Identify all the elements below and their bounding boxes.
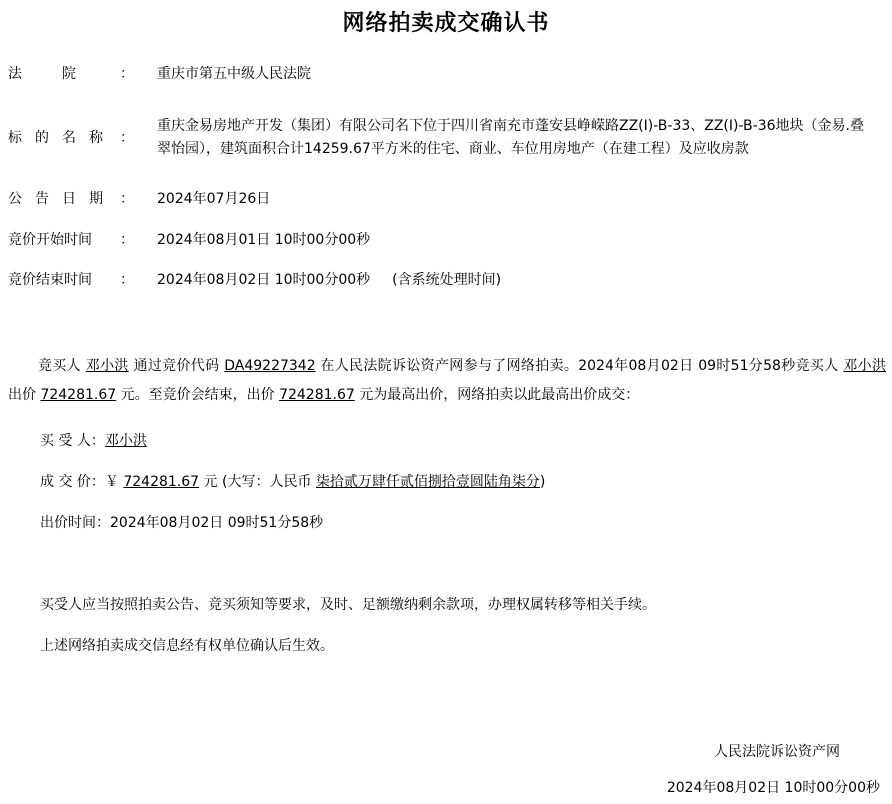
label-colon: ：: [120, 232, 134, 248]
label-char: 的: [35, 129, 49, 146]
deal-price-label: 成 交 价：￥: [40, 474, 124, 490]
label-char: 院: [62, 66, 76, 82]
label-text: 竞价结束时间: [8, 272, 92, 288]
label-colon: ：: [120, 272, 134, 288]
court-value: 重庆市第五中级人民法院: [157, 66, 311, 82]
buyer-name: 邓小洪: [104, 433, 147, 449]
end-time-row: [8, 269, 888, 291]
end-time-label: [8, 269, 134, 291]
start-time-row: [8, 229, 888, 251]
deal-price-close: ): [539, 474, 546, 490]
label-char: 法: [8, 66, 22, 82]
bid-code: DA49227342: [224, 358, 316, 374]
para-text: 元。至竞价会结束，出价: [116, 387, 280, 403]
label-text: 竞价开始时间: [8, 232, 92, 248]
para-text: 通过竞价代码: [128, 358, 225, 374]
payment-notice: 买受人应当按照拍卖公告、竞买须知等要求，及时、足额缴纳剩余款项，办理权属转移等相关手续。: [40, 597, 656, 613]
label-char: 日: [62, 191, 76, 207]
subject-row: [8, 103, 888, 172]
signature-date: 2024年08月02日 10时00分00秒: [666, 780, 880, 796]
label-char: 标: [8, 129, 22, 146]
auction-result-paragraph: [8, 352, 886, 410]
effect-notice: 上述网络拍卖成交信息经有权单位确认后生效。: [40, 638, 334, 654]
bid-time-line: 出价时间：2024年08月02日 09时51分58秒: [40, 515, 324, 531]
deal-price-line: [40, 471, 545, 493]
label-char: 告: [35, 191, 49, 207]
end-time-text: 2024年08月02日 10时00分00秒: [157, 272, 371, 288]
notice-date-value: 2024年07月26日: [157, 191, 271, 207]
label-colon: ：: [120, 191, 134, 207]
bid-price: 724281.67: [40, 387, 117, 403]
court-label: [8, 63, 134, 85]
para-text: 出价: [8, 387, 41, 403]
end-time-value: [157, 269, 865, 291]
buyer-line: [40, 430, 147, 452]
label-char: 公: [8, 191, 22, 207]
notice-date-label: [8, 188, 134, 210]
bidder-name: 邓小洪: [85, 358, 129, 374]
subject-label: [8, 127, 134, 149]
para-text: 竞买人: [38, 358, 86, 374]
label-char: 期: [89, 191, 103, 207]
start-time-value: 2024年08月01日 10时00分00秒: [157, 232, 371, 248]
subject-value: 重庆金易房地产开发（集团）有限公司名下位于四川省南充市蓬安县峥嵘路ZZ(I)-B-33、ZZ(I)-B-36地块（金易.叠翠怡园），建筑面积合计14259.67平方米的住宅、商业、车位用房地产（在建工程）及应收房款: [157, 117, 864, 157]
para-text: 在人民法院诉讼资产网参与了网络拍卖。2024年08月02日 09时51分58秒竞买人: [315, 358, 844, 374]
signature-org: 人民法院诉讼资产网: [714, 744, 840, 760]
label-char: 名: [62, 129, 76, 146]
page-title: 网络拍卖成交确认书: [342, 11, 550, 36]
label-char: 称: [89, 129, 103, 146]
start-time-label: [8, 229, 134, 251]
court-row: [8, 63, 888, 85]
bid-price: 724281.67: [279, 387, 355, 403]
bidder-name: 邓小洪: [843, 358, 887, 374]
end-time-note: (含系统处理时间): [392, 272, 502, 288]
deal-price-unit: 元 (大写：人民币: [199, 474, 316, 490]
para-text: 元为最高出价，网络拍卖以此最高出价成交：: [354, 387, 640, 403]
label-colon: ：: [120, 66, 134, 82]
deal-price-upper: 柒拾贰万肆仟贰佰捌拾壹圆陆角柒分: [315, 474, 540, 490]
deal-price-amount: 724281.67: [123, 474, 200, 490]
label-colon: ：: [120, 129, 134, 146]
notice-date-row: [8, 188, 888, 210]
buyer-label: 买 受 人：: [40, 433, 105, 449]
